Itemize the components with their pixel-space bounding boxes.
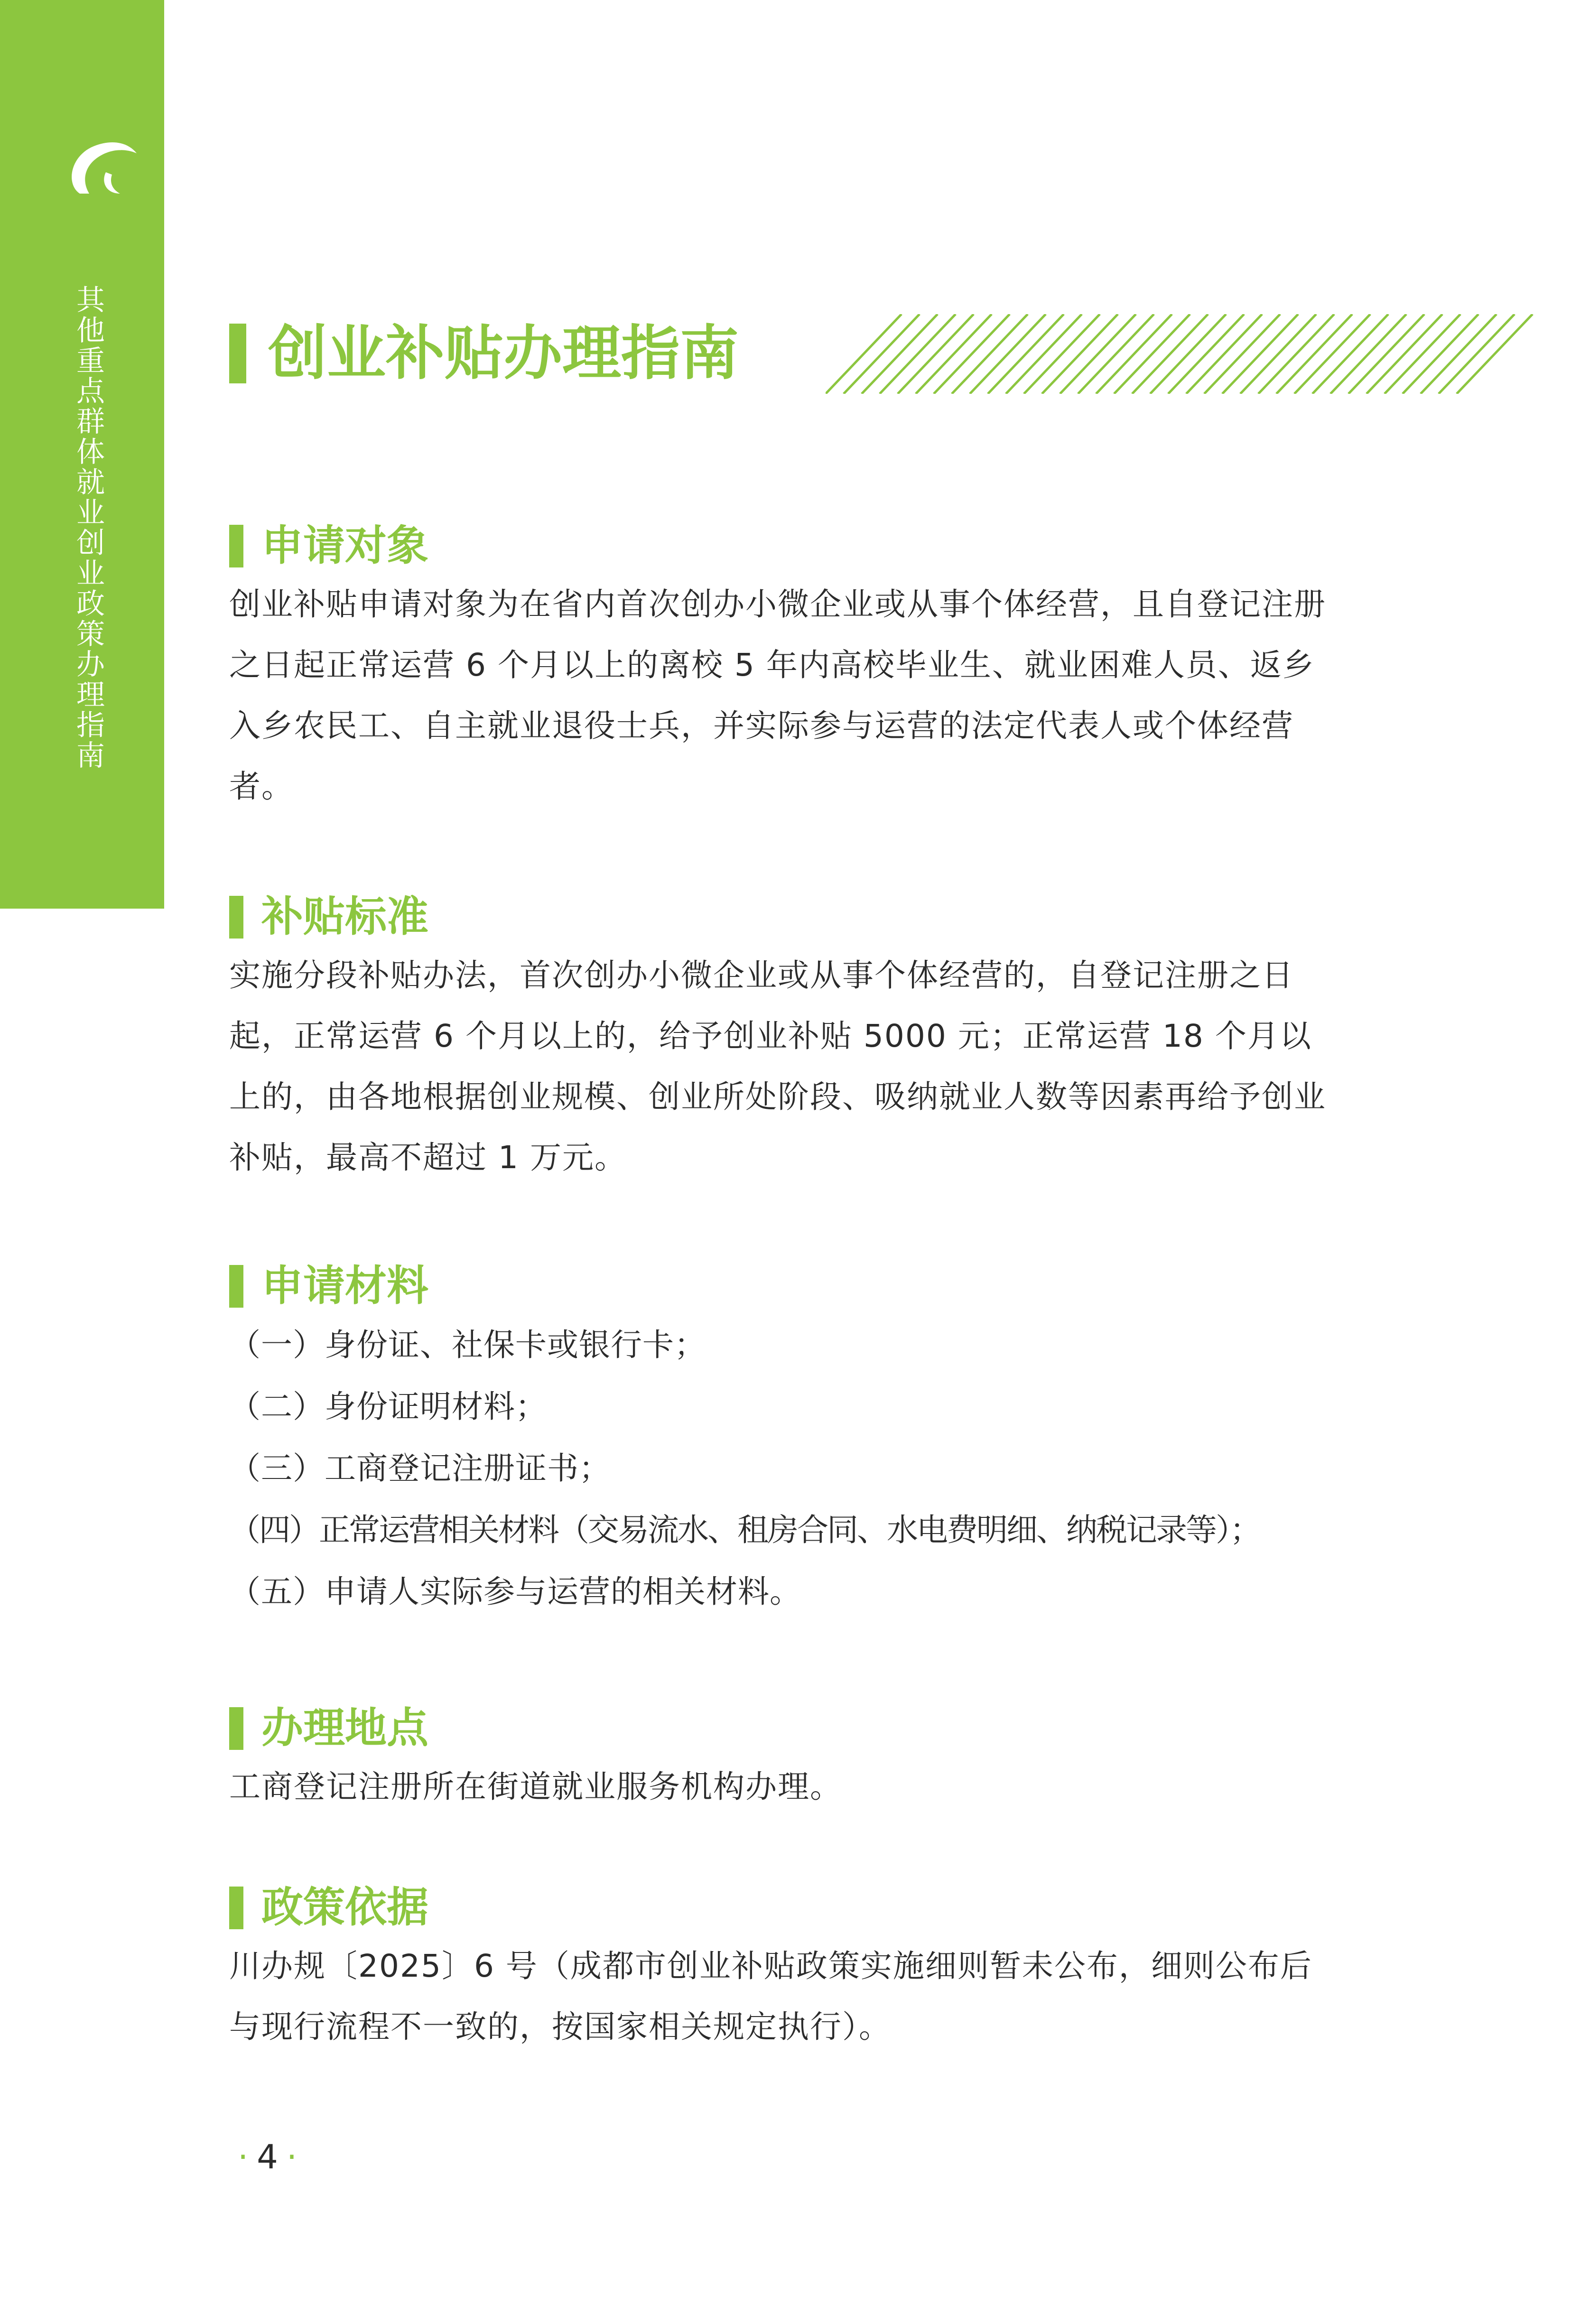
section-materials [229,1253,1339,1623]
section-body: 川办规〔2025〕6 号（成都市创业补贴政策实施细则暂未公布，细则公布后与现行流程不一致的，按国家相关规定执行）。 [229,1948,1312,2045]
section-heading-row [229,1874,1339,1936]
list-item: （五）申请人实际参与运营的相关材料。 [229,1573,801,1610]
title-accent-bar [229,324,246,383]
page-number-value: 4 [257,2138,278,2176]
section-body: 创业补贴申请对象为在省内首次创办小微企业或从事个体经营，且自登记注册之日起正常运营 6 个月以上的离校 5 年内高校毕业生、就业困难人员、返乡入乡农民工、自主就业退役士兵，并实际参与运营的法定代表人或个体经营者。 [229,586,1326,805]
section-accent-bar [229,1707,243,1750]
section-accent-bar [229,525,243,567]
materials-list [229,1314,1339,1623]
section-accent-bar [229,1265,243,1308]
section-applicants [229,512,1339,817]
list-item: （二）身份证明材料； [229,1388,547,1425]
section-body: 工商登记注册所在街道就业服务机构办理。 [229,1768,842,1805]
page-number [229,2138,306,2176]
page-title: 创业补贴办理指南 [268,319,739,388]
page-number-dot: · [238,2138,249,2176]
section-accent-bar [229,896,243,939]
list-item: （三）工商登记注册证书； [229,1450,611,1487]
section-policy-basis [229,1874,1339,2057]
list-item: （一）身份证、社保卡或银行卡； [229,1327,706,1363]
diagonal-hatch-decoration [826,314,1537,394]
section-heading: 申请材料 [261,1261,429,1310]
section-heading-row [229,1253,1339,1314]
section-accent-bar [229,1887,243,1929]
section-heading: 政策依据 [261,1883,429,1932]
page-number-dot: · [286,2138,297,2176]
sidebar-vertical-title: 其他重点群体就业创业政策办理指南 [72,285,105,771]
section-heading: 办理地点 [261,1703,429,1752]
section-heading-row [229,512,1339,574]
section-body: 实施分段补贴办法，首次创办小微企业或从事个体经营的，自登记注册之日起，正常运营 6 个月以上的，给予创业补贴 5000 元；正常运营 18 个月以上的，由各地根据创业规模、创业所处阶段、吸纳就业人数等因素再给予创业补贴，最高不超过 1 万元。 [229,957,1326,1176]
list-item: （四）正常运营相关材料（交易流水、租房合同、水电费明细、纳税记录等）； [229,1512,1260,1548]
section-heading-row [229,883,1339,945]
section-location [229,1695,1339,1817]
section-heading: 申请对象 [261,521,429,570]
swoosh-logo-icon [61,127,141,208]
sidebar-band [0,0,164,909]
section-subsidy-standard [229,883,1339,1188]
section-heading-row [229,1695,1339,1757]
section-heading: 补贴标准 [261,892,429,941]
